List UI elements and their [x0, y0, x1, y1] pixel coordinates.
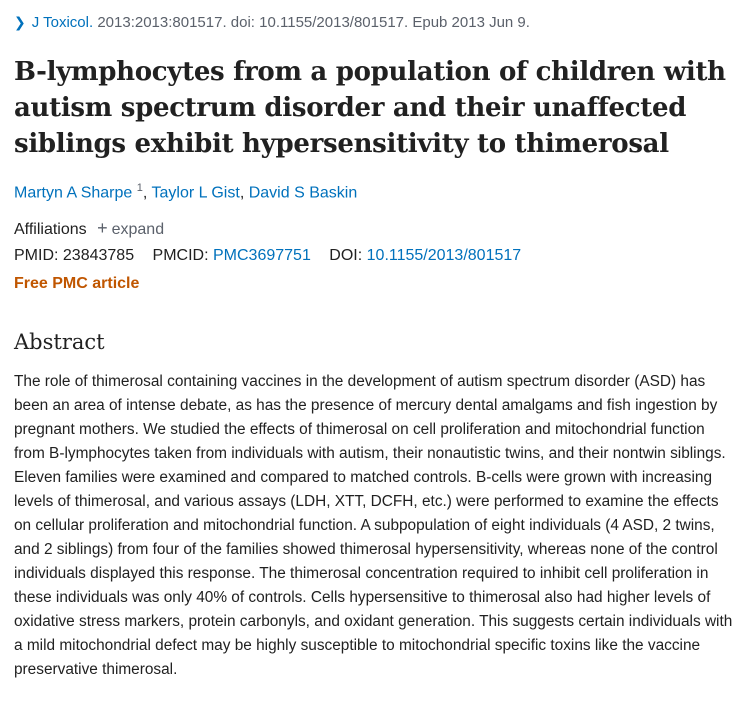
expand-label: expand — [111, 221, 165, 238]
free-pmc-article-badge: Free PMC article — [14, 275, 140, 292]
doi-label: DOI: — [329, 247, 363, 264]
author-affiliation-marker[interactable]: 1 — [136, 182, 143, 194]
author-link[interactable]: Martyn A Sharpe — [14, 184, 133, 202]
article-title: B-lymphocytes from a population of children with autism spectrum disorder and their unaffected siblings exhibit hypersensitivity to thimerosal — [14, 57, 726, 159]
journal-citation — [14, 14, 530, 31]
pmcid-link[interactable]: PMC3697751 — [213, 247, 311, 264]
author-link[interactable]: Taylor L Gist — [151, 184, 240, 202]
affiliations-label: Affiliations — [14, 221, 87, 238]
abstract-text: The role of thimerosal containing vaccines in the development of autism spectrum disorder (ASD) has been an area of intense debate, as has the presence of mercury dental amalgams and fish ingestion by pregnant mothers. We studied the effects of thimerosal on cell proliferation and mitochondrial function from B-lymphocytes taken from individuals with autism, their nonautistic twins, and their nontwin siblings. Eleven families were examined and compared to matched controls. B-cells were grown with increasing levels of thimerosal, and various assays (LDH, XTT, DCFH, etc.) were performed to examine the effects on cellular proliferation and mitochondrial function. A subpopulation of eight individuals (4 ASD, 2 twins, and 2 siblings) from four of the families showed thimerosal hypersensitivity, whereas none of the control individuals displayed this response. The thimerosal concentration required to inhibit cell proliferation in these individuals was only 40% of controls. Cells hypersensitive to thimerosal also had higher levels of oxidative stress markers, protein carbonyls, and oxidant generation. This suggests certain individuals with a mild mitochondrial defect may be highly susceptible to mitochondrial specific toxins like the vaccine preservative thimerosal. — [14, 373, 733, 678]
plus-icon: + — [97, 218, 108, 238]
author-link[interactable]: David S Baskin — [248, 184, 358, 202]
pmcid-label: PMCID: — [152, 247, 209, 264]
citation-details: 2013:2013:801517. doi: 10.1155/2013/801517. Epub 2013 Jun 9. — [97, 14, 530, 31]
doi-link[interactable]: 10.1155/2013/801517 — [366, 247, 522, 264]
author-list: Martyn A Sharpe $^1$, Taylor L Gist, David S Baskin — [14, 182, 358, 202]
pmid-label: PMID: — [14, 247, 59, 264]
abstract-heading: Abstract — [14, 330, 105, 354]
article-identifiers — [14, 247, 521, 265]
pmid-value: 23843785 — [62, 247, 135, 264]
chevron-right-icon[interactable]: ❯ — [14, 14, 26, 30]
affiliations-expand-button[interactable] — [97, 218, 165, 238]
journal-link[interactable]: J Toxicol. — [31, 14, 94, 31]
affiliations-row — [14, 220, 164, 239]
